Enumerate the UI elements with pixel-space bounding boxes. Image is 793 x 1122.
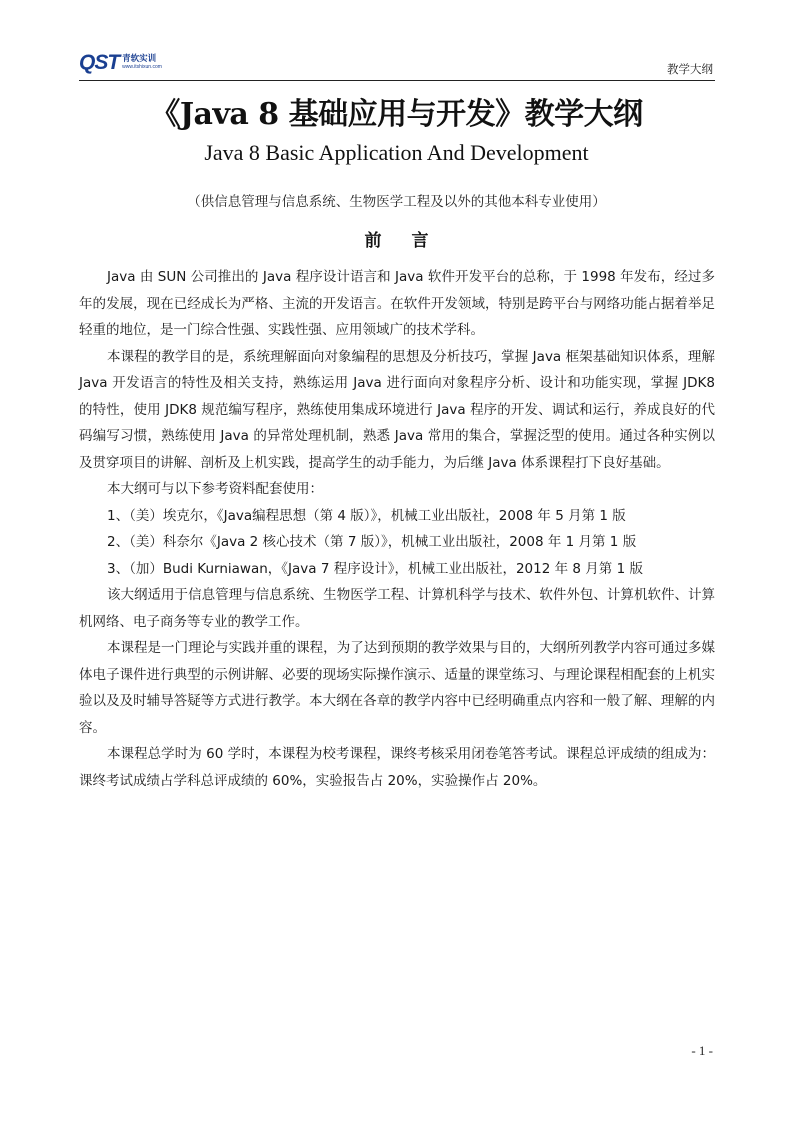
paragraph-assessment: 本课程总学时为 60 学时，本课程为校考课程，课终考核采用闭卷笔答考试。课程总评成绩的组成为：课终考试成绩占学科总评成绩的 60%，实验报告占 20%，实验操作占 20%。 — [79, 746, 715, 789]
paragraph-teaching-method: 本课程是一门理论与实践并重的课程，为了达到预期的教学效果与目的，大纲所列教学内容可通过多媒体电子课件进行典型的示例讲解、必要的现场实际操作演示、适量的课堂练习、与理论课程相配套的上机实验以及及时辅导答疑等方式进行教学。本大纲在各章的教学内容中已经明确重点内容和一般了解、理解的内容。 — [79, 640, 715, 736]
page-header — [79, 52, 715, 81]
reference-item-3: 3、（加）Budi Kurniawan，《Java 7 程序设计》，机械工业出版社，2012 年 8 月第 1 版 — [107, 560, 643, 577]
preface-heading: 前言 — [364, 231, 459, 251]
document-title: 《Java 8 基础应用与开发》教学大纲 — [150, 97, 643, 132]
paragraph-applicability: 该大纲适用于信息管理与信息系统、生物医学工程、计算机科学与技术、软件外包、计算机软件、计算机网络、电子商务等专业的教学工作。 — [79, 587, 715, 630]
reference-item-1: 1、（美）埃克尔，《Java编程思想（第 4 版）》，机械工业出版社，2008 年 5 月第 1 版 — [107, 507, 626, 524]
page-number: - 1 - — [691, 1043, 713, 1058]
reference-item-2: 2、（美）科奈尔《Java 2 核心技术（第 7 版）》，机械工业出版社，2008 年 1 月第 1 版 — [107, 534, 637, 550]
logo-text — [122, 52, 162, 71]
paragraph-objectives: 本课程的教学目的是，系统理解面向对象编程的思想及分析技巧，掌握 Java 框架基础知识体系，理解 Java 开发语言的特性及相关支持，熟练运用 Java 进行面向对象程序分析、设计和功能实现，掌握 JDK8 的特性，使用 JDK8 规范编写程序，熟练使用集成环境进行 Java 程序的开发、调试和运行，养成良好的代码编写习惯，熟练使用 Java 的异常处理机制，熟悉 Java 常用的集合，掌握泛型的使用。通过各种实例以及贯穿项目的讲解、剖析及上机实践，提高学生的动手能力，为后继 Java 体系课程打下良好基础。 — [79, 348, 715, 471]
document-subtitle: Java 8 Basic Application And Development — [204, 140, 589, 165]
logo-chinese-name: 青软实训 — [122, 54, 157, 64]
usage-note: （供信息管理与信息系统、生物医学工程及以外的其他本科专业使用） — [187, 194, 606, 210]
preface-body — [79, 264, 715, 794]
logo-mark: QST — [79, 51, 120, 74]
header-document-type: 教学大纲 — [667, 62, 713, 76]
logo-url: www.itshixun.com — [122, 64, 162, 70]
qst-logo — [79, 52, 162, 76]
paragraph-references-intro: 本大纲可与以下参考资料配套使用： — [107, 481, 323, 497]
paragraph-intro: Java 由 SUN 公司推出的 Java 程序设计语言和 Java 软件开发平台的总称，于 1998 年发布，经过多年的发展，现在已经成长为严格、主流的开发语言。在软件开发领域，特别是跨平台与网络功能占据着举足轻重的地位，是一门综合性强、实践性强、应用领域广的技术学科。 — [79, 269, 715, 338]
